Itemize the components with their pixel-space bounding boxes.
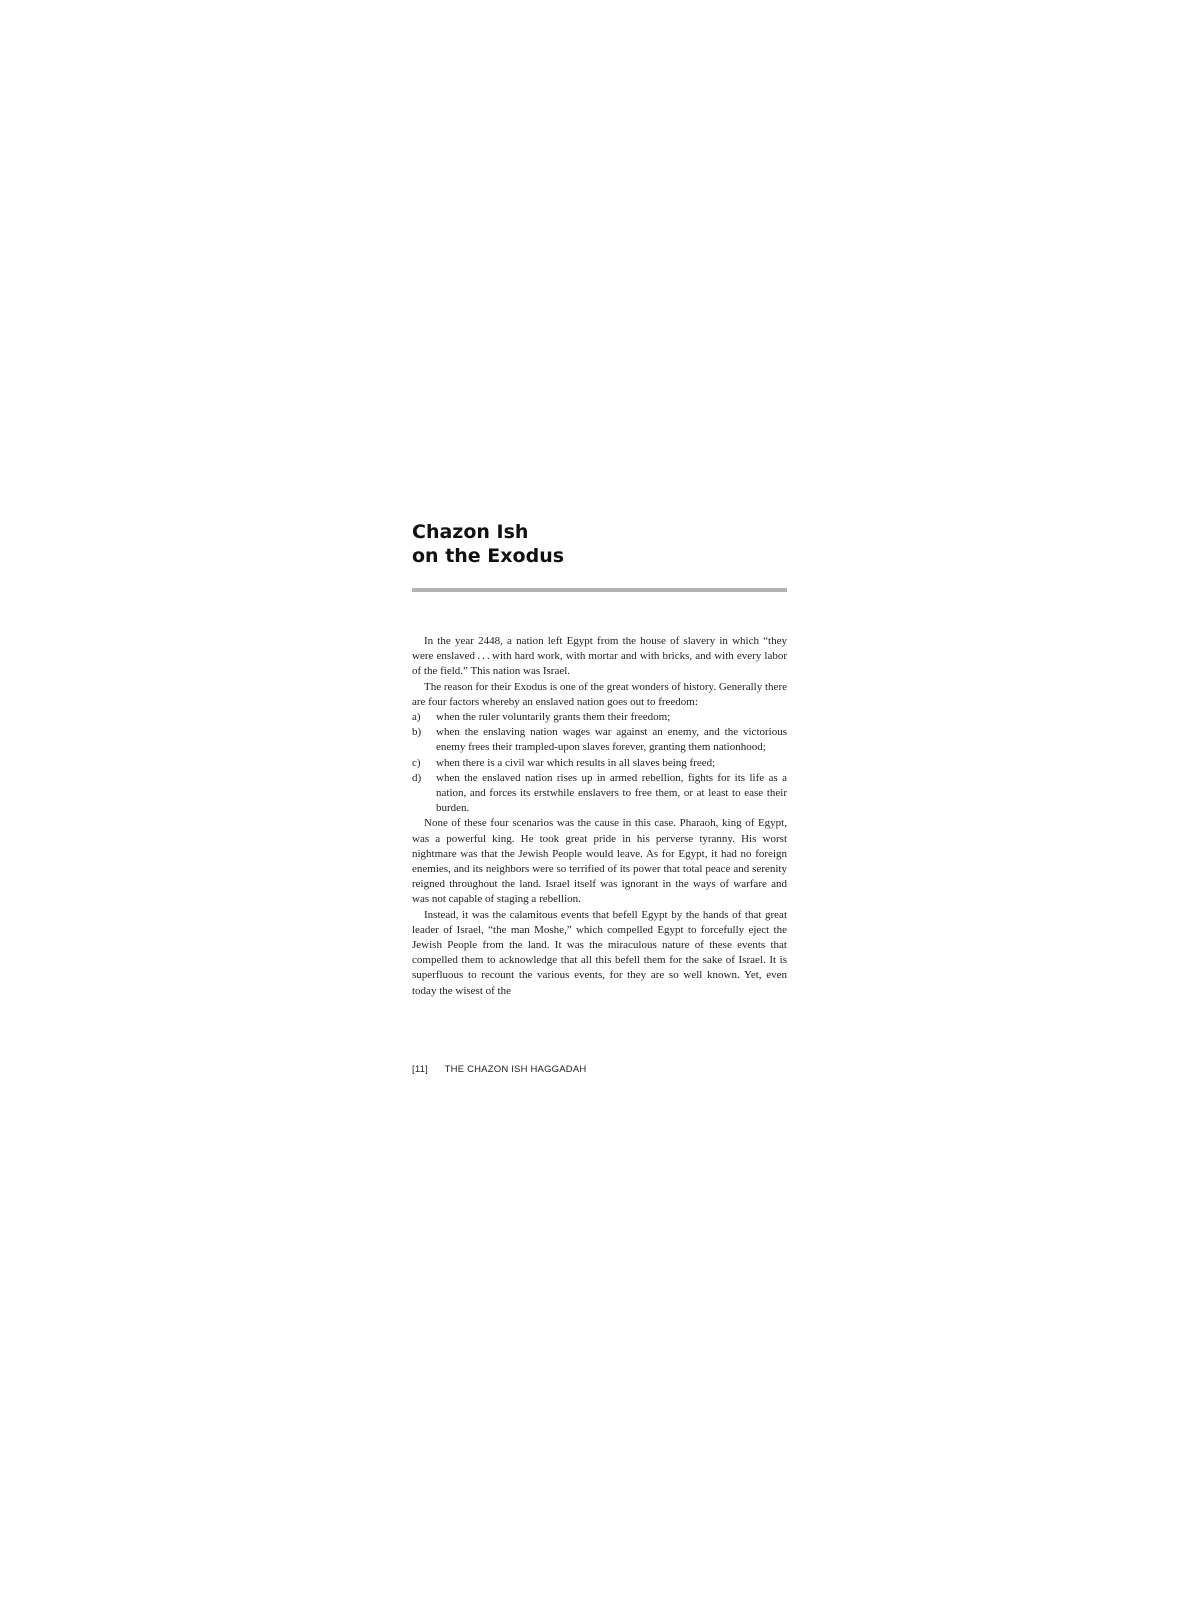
page-footer [412, 1064, 586, 1075]
paragraph-4: Instead, it was the calamitous events that befell Egypt by the hands of that great leader of Israel, “the man Moshe,” which compelled Egypt to forcefully eject the Jewish People from the land. It was the miraculous nature of these events that compelled them to acknowledge that all this befell them for the sake of Israel. It is superfluous to recount the various events, for they are so well known. Yet, even today the wisest of the [412, 908, 787, 997]
chapter-title-line-1: Chazon Ish [412, 521, 529, 543]
list-item [412, 710, 787, 725]
body-text [412, 634, 787, 999]
list-item [412, 771, 787, 817]
list-marker: d) [412, 771, 422, 784]
chapter-title [412, 520, 787, 568]
page-content [412, 520, 787, 999]
running-title: THE CHAZON ISH HAGGADAH [444, 1064, 587, 1075]
factors-list [412, 710, 787, 816]
paragraph-3: None of these four scenarios was the cause in this case. Pharaoh, king of Egypt, was a powerful king. He took great pride in his perverse tyranny. His worst nightmare was that the Jewish People would leave. As for Egypt, it had no foreign enemies, and its neighbors were so terrified of its power that total peace and serenity reigned throughout the land. Israel itself was ignorant in the ways of warfare and was not capable of staging a rebellion. [412, 817, 787, 906]
list-item [412, 725, 787, 755]
list-item-text: when the enslaved nation rises up in armed rebellion, fights for its life as a nation, and forces its erstwhile enslavers to free them, or at least to ease their burden. [436, 771, 787, 815]
list-marker: b) [412, 726, 422, 739]
list-item-text: when there is a civil war which results in all slaves being freed; [436, 756, 716, 769]
list-item [412, 756, 787, 771]
list-item-text: when the ruler voluntarily grants them their freedom; [436, 711, 671, 724]
list-item-text: when the enslaving nation wages war against an enemy, and the victorious enemy frees their trampled-upon slaves forever, granting them nationhood; [436, 726, 787, 754]
chapter-title-line-2: on the Exodus [412, 545, 565, 567]
title-divider [412, 588, 787, 592]
list-marker: c) [412, 756, 421, 769]
list-marker: a) [412, 711, 421, 724]
page-number: [11] [412, 1064, 428, 1075]
paragraph-2: The reason for their Exodus is one of the great wonders of history. Generally there are four factors whereby an enslaved nation goes out to freedom: [412, 680, 787, 708]
paragraph-1: In the year 2448, a nation left Egypt from the house of slavery in which “they were enslaved . . . with hard work, with mortar and with bricks, and with every labor of the field.” This nation was Israel. [412, 635, 787, 678]
